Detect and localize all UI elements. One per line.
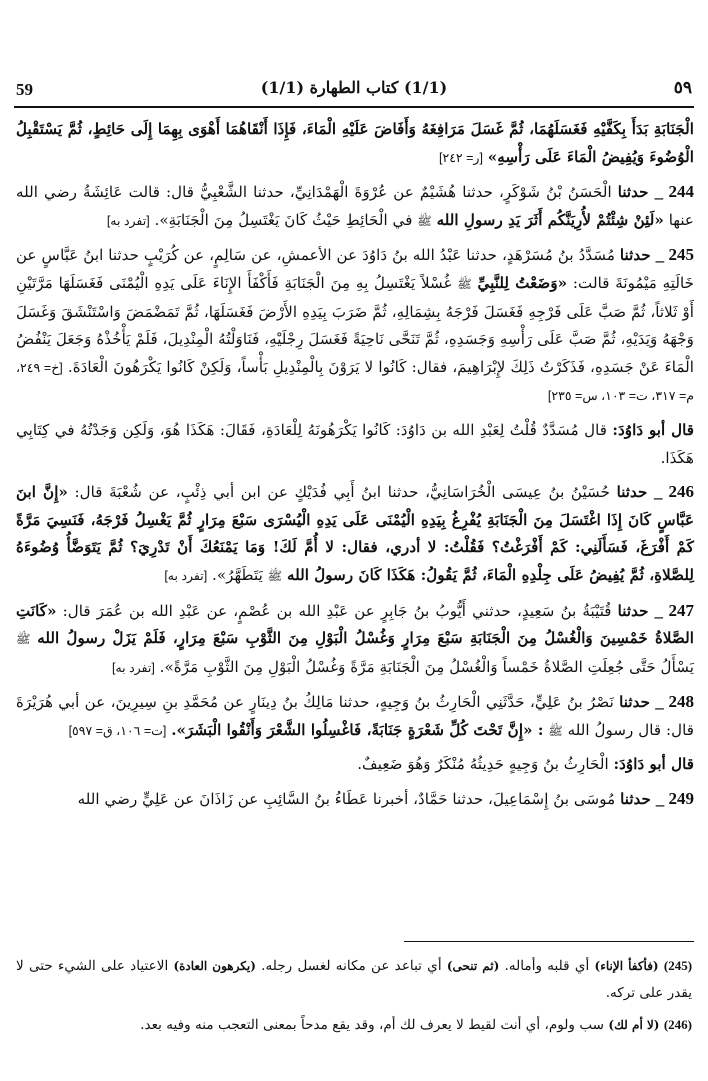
footnote-gloss: سب ولوم، أي أنت لقيط لا يعرف لك أم، وقد يقع مدحاً بمعنى التعجب منه وفيه بعد. — [140, 1017, 605, 1033]
matn-text-cont: يَسْأَلُ حَتَّى جُعِلَتِ الصَّلاةُ خَمْساً وَالْغُسْلُ مِنَ الْجَنَابَةِ مَرَّةً وَغُسْلُ الْبَوْلِ مِنَ الثَّوْبِ مَرَّةً». — [159, 657, 694, 676]
hadith-number: 247 _ — [654, 600, 695, 620]
hadith-number: 245 _ — [655, 245, 695, 265]
footnote-number: (245) — [663, 958, 693, 973]
abu-dawud-label: قال أبو دَاوُدَ: — [613, 755, 694, 774]
hadith-number: 244 _ — [654, 182, 695, 202]
footnote-number: (246) — [663, 1017, 692, 1032]
matn-text: «وَضَعْتُ لِلنَّبِيِّ — [477, 273, 568, 292]
abu-dawud-comment-1 — [16, 417, 694, 472]
hadith-number: 246 _ — [654, 482, 695, 502]
footnote-term: (فأكفأ الإناء) — [594, 959, 659, 973]
hadith-number: 248 _ — [655, 692, 695, 712]
running-title: (1/1) كتاب الطهارة (1/1) — [260, 78, 448, 97]
footnote-term: (ثم تنحى) — [446, 959, 500, 973]
footnotes — [16, 952, 692, 1043]
matn-text: «إِنَّ ابنَ عَبَّاسٍ كَانَ إِذَا اغْتَسَلَ مِنَ الْجَنَابَةِ يُفْرِغُ بِيَدِهِ الْيُمْنَى عَلَى يَدِهِ الْيُسْرَى سَبْعَ مِرَارٍ ثُمَّ يَغْسِلُ فَرْجَهُ، فَنَسِيَ مَرَّةً كَمْ أَفْرَغَ، فَسَأَلَنِي: كَمْ أَفْرَغْتُ؟ فَقُلْتُ: لا أدري، فقال: لا أُمَّ لَكَ! وَمَا يَمْنَعُكَ أَنْ تَدْرِيَ؟ ثُمَّ يَتَوَضَّأُ وُضُوءَهُ لِلصَّلاةِ، ثُمَّ يُفِيضُ عَلَى جِلْدِهِ الْمَاءَ، ثُمَّ يَقُولُ: هَكَذَا كَانَ رسولُ الله — [16, 483, 694, 584]
salawat-glyph: ﷺ — [417, 213, 432, 228]
reference: [ت= ١٠٦، ق= ٥٩٧] — [68, 723, 167, 738]
hadith-247 — [16, 597, 694, 683]
page-number-arabic: ٥٩ — [673, 78, 692, 98]
page-number-latin: 59 — [16, 80, 33, 99]
matn-text-cont: غُسْلاً يَغْتَسِلُ بِهِ مِنَ الْجَنَابَةِ فَأَكْفَأَ الإِنَاءَ عَلَى يَدِهِ الْيُمْنَى فَغَسَلَهَا مَرَّتَيْنِ أَوْ ثَلاثاً، ثُمَّ صَبَّ عَلَى فَرْجِهِ فَغَسَلَ فَرْجَهُ بِشِمَالِهِ، ثُمَّ ضَرَبَ بِيَدِهِ الأَرْضَ فَغَسَلَهَا، ثُمَّ تَمَضْمَضَ وَاسْتَنْشَقَ وَغَسَلَ وَجْهَهُ وَيَدَيْهِ، ثُمَّ صَبَّ عَلَى رَأْسِهِ وَجَسَدِهِ، ثُمَّ تَنَحَّى نَاحِيَةً فَغَسَلَ رِجْلَيْهِ، فَنَاوَلْتُهُ الْمِنْدِيلَ، فَلَمْ يَأْخُذْهُ وَجَعَلَ يَنْفُضُ الْمَاءَ عَنْ جَسَدِهِ، فَذَكَرْتُ ذَلِكَ لإِبْرَاهِيمَ، فقال: كَانُوا لا يَرَوْنَ بِالْمِنْدِيلِ بَأْساً، وَلَكِنْ كَانُوا يَكْرَهُونَ الْعَادَةَ. — [16, 273, 694, 376]
footnote-gloss: أي تباعد عن مكانه لغسل رجله. — [261, 958, 442, 974]
footnote-term: (يكرهون العادة) — [173, 959, 256, 973]
footnote-246 — [16, 1011, 692, 1039]
hadith-number: 249 _ — [655, 789, 694, 809]
hadith-246 — [16, 478, 694, 590]
matn-text: «لَئِنْ شِئْتُمْ لأُرِيَنَّكُم أَثَرَ يَدِ رسولِ الله — [436, 210, 664, 229]
footnote-gloss: أي قلبه وأماله. — [504, 958, 590, 974]
comment-text: قال مُسَدَّدٌ قُلْتُ لِعَبْدِ الله بن دَاوُدَ: كَانُوا يَكْرَهُونَهُ لِلْعَادَةِ، فَقَالَ: هَكَذَا هُوَ، وَلَكِن وَجَدْتُهُ في كِتَابِي هَكَذَا. — [16, 420, 694, 467]
reference: [ر= ٢٤٢] — [439, 150, 483, 165]
reference: [تفرد به] — [164, 568, 208, 583]
isnad-text: حُسَيْنُ بنُ عِيسَى الْخُرَاسَانِيُّ، حدثنا ابنُ أَبِي فُدَيْكٍ عن ابن أبي ذِئْبٍ، عن شُعْبَةَ قال: — [74, 483, 610, 502]
matn-text: : «إِنَّ تَحْتَ كُلِّ شَعْرَةٍ جَنَابَةً، فَاغْسِلُوا الشَّعْرَ وَأَنْقُوا الْبَشَرَ». — [171, 720, 544, 739]
isnad-text: مُوسَى بنُ إِسْمَاعِيلَ، حدثنا حَمَّادٌ، أخبرنا عَطَاءُ بنُ السَّائِبِ عن زَاذَانَ عن عَلِيٍّ رضي الله — [77, 790, 616, 809]
isnad-text: الْحَسَنُ بْنُ شَوْكَرٍ، حدثنا هُشَيْمٌ عن عُرْوَةَ الْهَمْدَانِيِّ، حدثنا الشَّعْبِيُّ قال: قالت عَائِشَةُ رضي الله عنها — [16, 183, 694, 229]
reference: [تفرد به] — [106, 213, 150, 228]
page-header — [14, 78, 694, 104]
matn-text-cont: يَتَطَهَّرُ». — [212, 565, 263, 584]
hadith-249 — [16, 785, 694, 814]
matn-text: الْجَنَابَةِ بَدَأَ بِكَفَّيْهِ فَغَسَلَهُمَا، ثُمَّ غَسَلَ مَرَافِغَهُ وَأَفَاضَ عَلَيْهِ الْمَاءَ، فَإِذَا أَنْقَاهُمَا أَهْوَى بِهِمَا إِلَى حَائِطٍ، ثُمَّ يَسْتَقْبِلُ الْوُضُوءَ وَيُفِيضُ الْمَاءَ عَلَى رَأْسِهِ» — [16, 120, 694, 166]
matn-text-cont: في الْحَائِطِ حَيْثُ كَانَ يَغْتَسِلُ مِنَ الْجَنَابَةِ». — [154, 210, 413, 229]
haddathana-mark: حدثنا — [617, 601, 649, 620]
hadith-245 — [16, 241, 694, 411]
abu-dawud-comment-2 — [16, 751, 694, 779]
footnote-gloss: الاعتياد على الشيء حتى لا يقدر على تركه. — [16, 958, 692, 1001]
reference: [خ= ٢٤٩، م= ٣١٧، ت= ١٠٣، س= ٢٣٥] — [16, 360, 694, 404]
salawat-glyph: ﷺ — [16, 632, 31, 647]
haddathana-mark: حدثنا — [616, 483, 648, 502]
abu-dawud-label: قال أبو دَاوُدَ: — [612, 420, 695, 439]
salawat-glyph: ﷺ — [548, 723, 563, 738]
hadith-248 — [16, 688, 694, 745]
footnote-term: (لا أم لك) — [608, 1018, 660, 1032]
comment-text: الْحَارِثُ بنُ وَجِيهٍ حَدِيثُهُ مُنْكَرٌ وَهُوَ ضَعِيفٌ. — [357, 755, 609, 774]
haddathana-mark: حدثنا — [619, 693, 650, 712]
main-text — [16, 116, 694, 814]
footnote-rule — [404, 941, 694, 942]
salawat-glyph: ﷺ — [457, 276, 472, 291]
isnad-text: قُتَيْبَةُ بنُ سَعِيدٍ، حدثني أَيُّوبُ بنُ جَابِرٍ عن عَبْدِ الله بن عُصْمٍ، عن عَبْدِ الله بن عُمَرَ قال: — [62, 601, 612, 620]
haddathana-mark: حدثنا — [620, 790, 651, 809]
matn-text: «كَانَتِ الصَّلاةُ خَمْسِينَ وَالْغُسْلُ مِنَ الْجَنَابَةِ سَبْعَ مِرَارٍ وَغُسْلُ الْبَوْلِ مِنَ الثَّوْبِ سَبْعَ مِرَارٍ، فَلَمْ يَزَلْ رسولُ الله — [16, 601, 694, 648]
salawat-glyph: ﷺ — [267, 568, 283, 583]
haddathana-mark: حدثنا — [617, 183, 649, 202]
header-rule — [14, 106, 694, 108]
isnad-text: مُسَدَّدُ بنُ مُسَرْهَدٍ، حدثنا عَبْدُ الله بنُ دَاوُدَ عن الأعمشِ، عن سَالِمٍ، عن كُرَيْبٍ حدثنا ابنُ عَبَّاسٍ عن خَالَتِهِ مَيْمُونَةَ قالت: — [16, 246, 695, 292]
reference: [تفرد به] — [111, 660, 155, 675]
footnote-245 — [16, 952, 692, 1007]
hadith-244 — [16, 178, 694, 235]
haddathana-mark: حدثنا — [619, 246, 651, 265]
isnad-text: نَصْرُ بنُ عَلِيٍّ، حَدَّثَنِي الْحَارِثُ بنُ وَجِيهٍ، حدثنا مَالِكُ بنُ دِينَارٍ عن مُحَمَّدِ بنِ سِيرِينَ، عن أبي هُرَيْرَةَ قال: قال رسولُ الله — [16, 693, 694, 739]
continuation-paragraph — [16, 116, 694, 172]
